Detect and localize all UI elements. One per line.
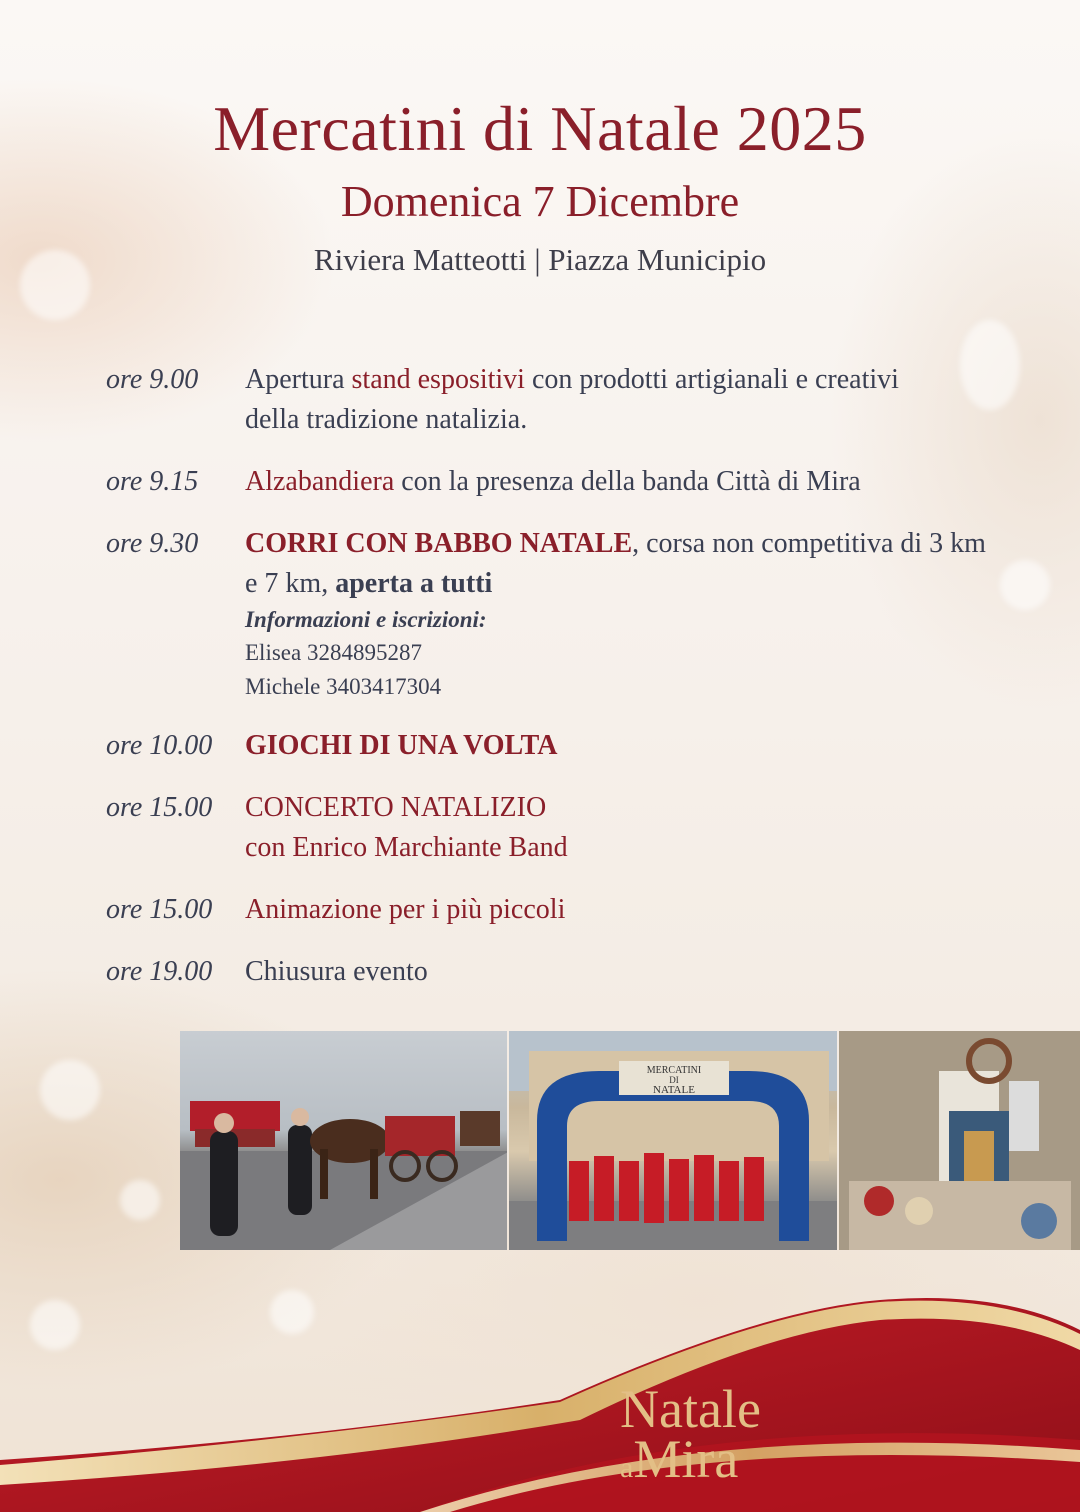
schedule-item [106, 788, 1006, 868]
contact-michele: Michele 3403417304 [245, 674, 442, 699]
schedule-item [106, 726, 1006, 766]
bokeh-light [40, 1060, 100, 1120]
schedule-time: ore 9.00 [106, 364, 199, 395]
event-location: Riviera Matteotti | Piazza Municipio [313, 242, 767, 277]
page-title: Mercatini di Natale 2025 [213, 93, 867, 164]
schedule-item [106, 890, 1006, 930]
schedule-time: ore 9.30 [106, 528, 199, 559]
info-label: Informazioni e iscrizioni: [245, 607, 487, 632]
schedule-item [106, 360, 1006, 440]
logo-line2 [620, 1429, 761, 1489]
desc-line: con Enrico Marchiante Band [245, 832, 568, 863]
schedule-time: ore 19.00 [106, 956, 213, 987]
desc-bold: aperta a tutti [335, 568, 493, 599]
schedule-desc [245, 462, 861, 502]
natale-a-mira-logo [620, 1379, 761, 1489]
logo-mira: Mira [633, 1429, 739, 1489]
desc-highlight: stand espositivi [351, 364, 525, 395]
bokeh-light [120, 1180, 160, 1220]
desc-text: con prodotti artigianali e creativi della tradizione natalizia. [245, 364, 899, 435]
schedule-item [106, 524, 1006, 704]
contact-elisea: Elisea 3284895287 [245, 640, 422, 665]
schedule-time: ore 15.00 [106, 792, 213, 823]
desc-text: con la presenza della banda Città di Mira [394, 466, 861, 497]
schedule-desc: GIOCHI DI UNA VOLTA [245, 730, 558, 761]
desc-text: Apertura [245, 364, 352, 395]
logo-line1: Natale [620, 1379, 761, 1439]
schedule-item [106, 952, 1006, 992]
desc-line: CONCERTO NATALIZIO [245, 792, 547, 823]
event-date: Domenica 7 Dicembre [340, 177, 740, 226]
arch-banner-line2: DI [669, 1075, 680, 1085]
schedule-desc: Animazione per i più piccoli [245, 894, 566, 925]
schedule-time: ore 10.00 [106, 730, 213, 761]
schedule-time: ore 15.00 [106, 894, 213, 925]
desc-text: , corsa non competitiva di 3 km e 7 km, [245, 528, 986, 599]
arch-banner-line1: MERCATINI [647, 1065, 702, 1076]
desc-highlight: CORRI CON BABBO NATALE [245, 528, 633, 559]
photo-market-stall [839, 1031, 1080, 1250]
arch-banner-line3: NATALE [653, 1084, 696, 1096]
schedule-desc: Chiusura evento [245, 956, 428, 987]
photo-santa-run-arch [509, 1031, 836, 1250]
schedule-desc [245, 524, 1005, 704]
schedule-time: ore 9.15 [106, 466, 199, 497]
photo-horse-carriage [180, 1031, 507, 1250]
logo-a: a [620, 1451, 634, 1484]
schedule [106, 360, 1006, 1014]
footer-ribbon [0, 1290, 1080, 1512]
bokeh-light [1000, 560, 1050, 610]
schedule-desc [245, 360, 945, 440]
schedule-desc [245, 788, 568, 868]
schedule-item [106, 462, 1006, 502]
desc-highlight: Alzabandiera [245, 466, 395, 497]
photo-strip [180, 1031, 1080, 1250]
